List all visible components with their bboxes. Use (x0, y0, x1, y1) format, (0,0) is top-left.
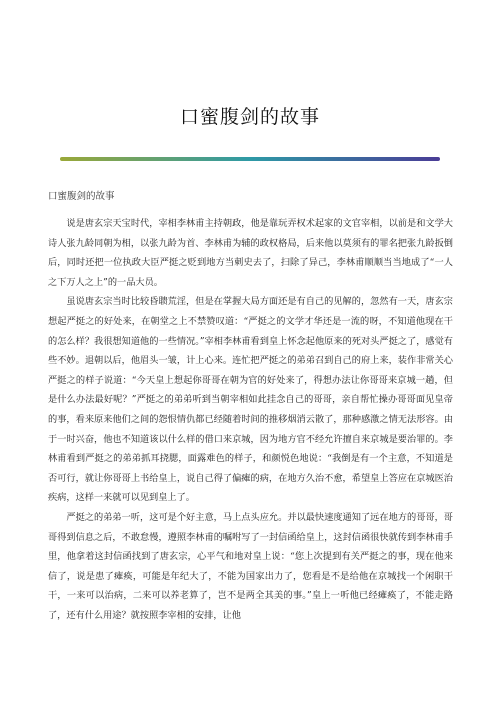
paragraph: 虽说唐玄宗当时比较昏聩荒淫，但是在掌握大局方面还是有自己的见解的，忽然有一天，唐玄宗想起严挺之的好处来，在朝堂之上不禁赞叹道：“严挺之的文学才华还是一流的呀，不知道他现在干的怎么样？我很想知道他的一些情况。”宰相李林甫看到皇上怀念起他原来的死对头严挺之了，感觉有些不妙。退朝以后，他眉头一皱，计上心来。连忙把严挺之的弟弟召到自己的府上来，装作非常关心严挺之的样子说道：“今天皇上想起你哥哥在朝为官的好处来了，得想办法让你哥哥来京城一趟，但是什么办法最好呢？”严挺之的弟弟听到当朝宰相如此挂念自己的哥哥，亲自帮忙操办哥哥面见皇帝的事，看来原来他们之间的怨恨情仇都已经随着时间的推移烟消云散了，那种感激之情无法形容。由于一时兴奋，他也不知道该以什么样的借口来京城，因为地方官不经允许擅自来京城是要治罪的。李林甫看到严挺之的弟弟抓耳挠腮，面露难色的样子，和颜悦色地说：“我倒是有一个主意，不知道是否可行，就让你哥哥上书给皇上，说自己得了偏瘫的病，在地方久治不愈，希望皇上答应在京城医治疾病，这样一来就可以见到皇上了。 (48, 296, 453, 504)
paragraph: 严挺之的弟弟一听，这可是个好主意，马上点头应允。并以最快速度通知了远在地方的哥哥，哥哥得到信息之后，不敢怠慢，遵照李林甫的嘱咐写了一封信函给皇上，这封信函很快就传到李林甫手里，他拿着这封信函找到了唐玄宗，心平气和地对皇上说：“您上次提到有关严挺之的事，现在他来信了，说是患了瘫痪，可能是年纪大了，不能为国家出力了，您看是不是给他在京城找一个闲职干干，一来可以治病，二来可以养老算了，岂不是两全其美的事。”皇上一听他已经瘫痪了，不能走路了，还有什么用途？就按照李宰相的安排，让他 (48, 511, 453, 621)
document-body (48, 214, 453, 625)
paragraph: 说是唐玄宗天宝时代，宰相李林甫主持朝政，他是靠玩弄权术起家的文官宰相，以前是和文学大诗人张九龄同朝为相，以张九龄为首、李林甫为辅的政权格局，后来他以莫须有的罪名把张九龄扳倒后，同时还把一位执政大臣严挺之贬到地方当刺史去了，扫除了异己，李林甫顺顺当当地成了“一人之下万人之上”的一品大员。 (48, 218, 453, 288)
section-heading: 口蜜腹剑的故事 (48, 191, 115, 202)
document-title: 口蜜腹剑的故事 (179, 106, 320, 128)
title-divider (60, 157, 440, 161)
